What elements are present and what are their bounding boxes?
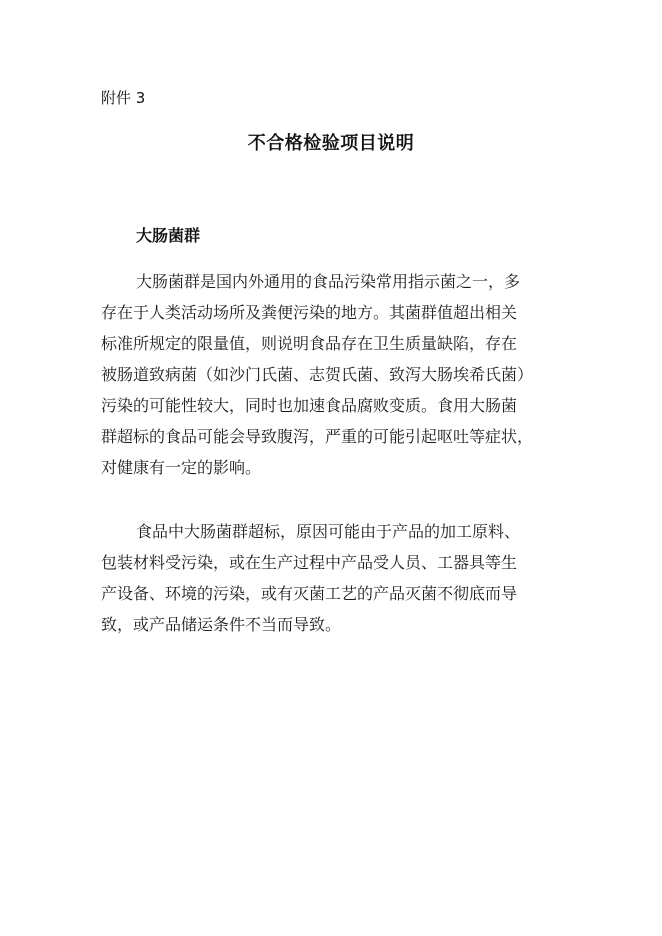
paragraph-line: 大肠菌群是国内外通用的食品污染常用指示菌之一，多 [136, 272, 521, 291]
paragraph-line: 包装材料受污染，或在生产过程中产品受人员、工器具等生 [101, 553, 518, 572]
paragraph-line: 污染的可能性较大，同时也加速食品腐败变质。食用大肠菌 [101, 396, 518, 415]
paragraph-line: 存在于人类活动场所及粪便污染的地方。其菌群值超出相关 [101, 303, 518, 322]
paragraph-line: 致，或产品储运条件不当而导致。 [101, 615, 342, 634]
paragraph-1 [101, 266, 581, 483]
paragraph-line: 对健康有一定的影响。 [101, 458, 262, 477]
paragraph-2 [101, 516, 581, 640]
paragraph-line: 产设备、环境的污染，或有灭菌工艺的产品灭菌不彻底而导 [101, 584, 518, 603]
paragraph-line: 食品中大肠菌群超标，原因可能由于产品的加工原料、 [136, 522, 521, 541]
paragraph-line: 被肠道致病菌（如沙门氏菌、志贺氏菌、致泻大肠埃希氏菌） [101, 365, 534, 384]
document-title: 不合格检验项目说明 [247, 133, 415, 154]
paragraph-line: 标准所规定的限量值，则说明食品存在卫生质量缺陷，存在 [101, 334, 518, 353]
paragraph-line: 群超标的食品可能会导致腹泻，严重的可能引起呕吐等症状， [101, 427, 534, 446]
section-heading: 大肠菌群 [136, 226, 201, 245]
attachment-label: 附件 3 [101, 89, 146, 107]
